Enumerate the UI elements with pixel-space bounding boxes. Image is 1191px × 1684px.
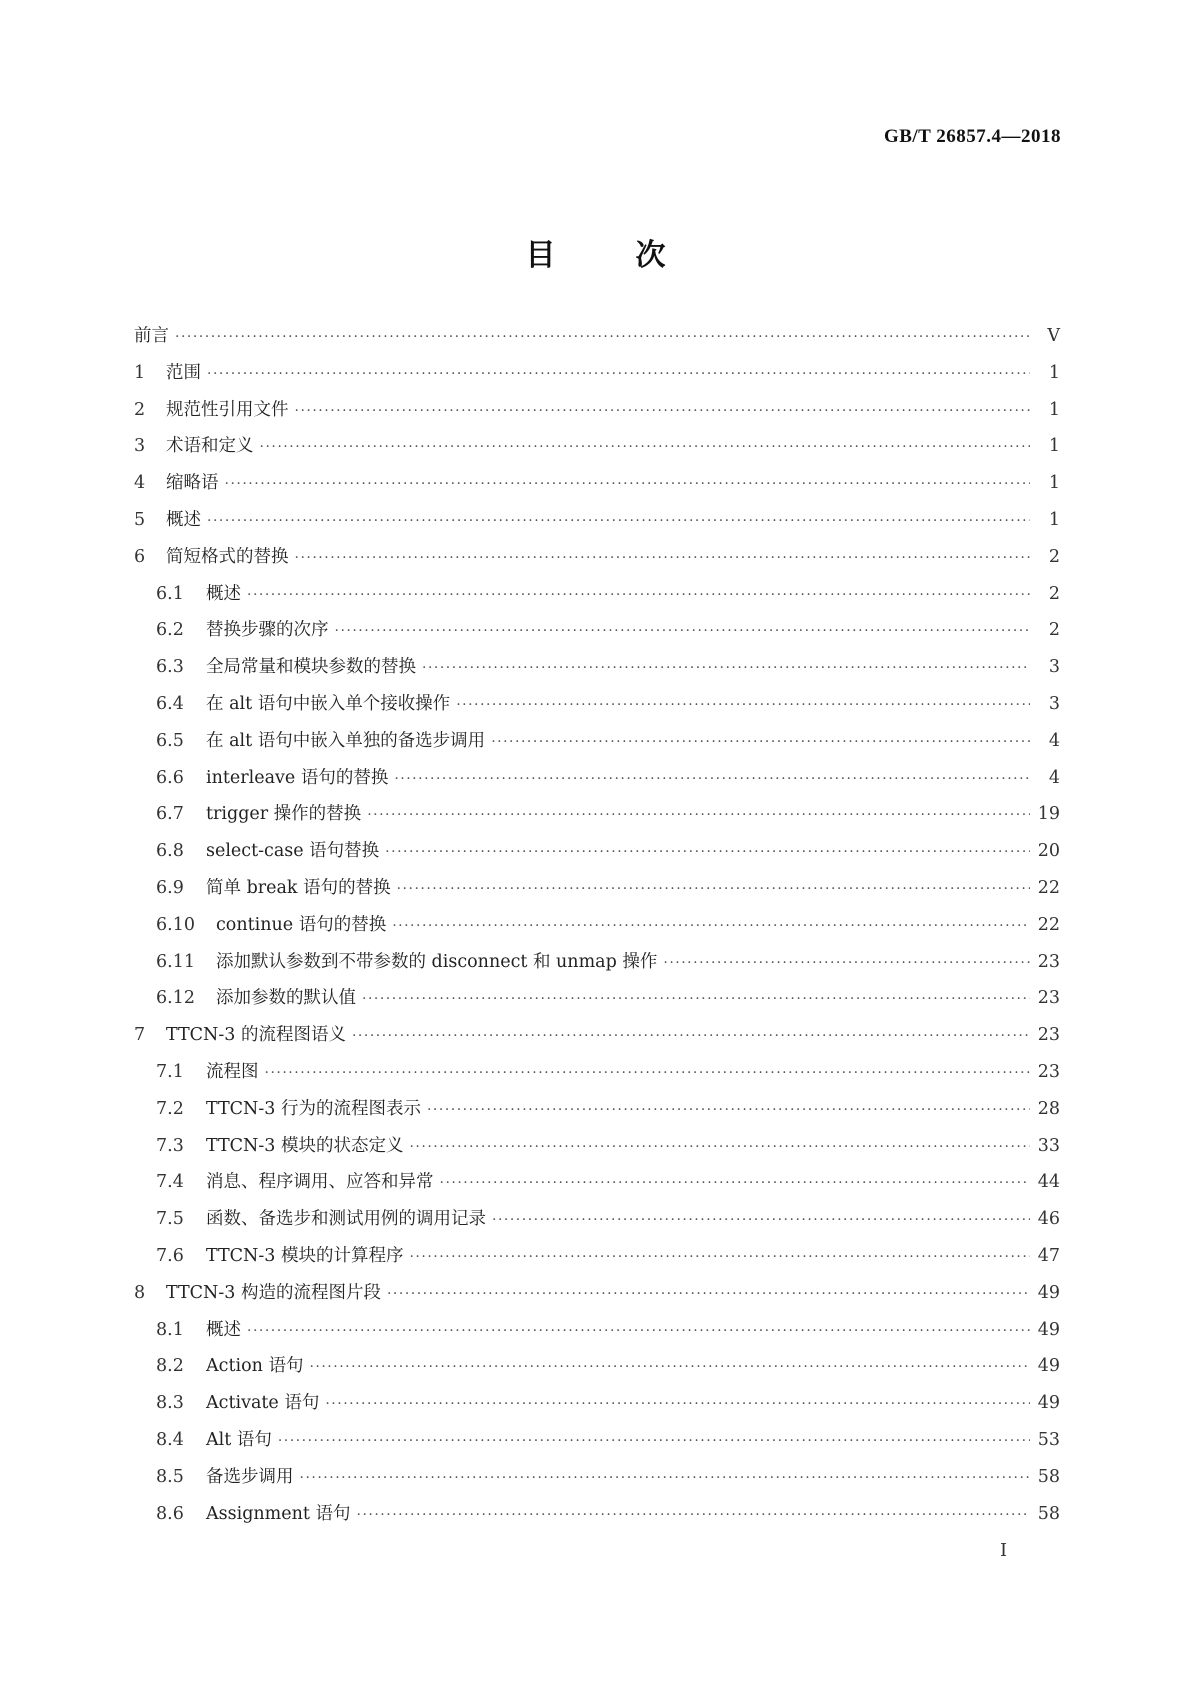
toc-entry[interactable] [134, 1316, 1060, 1353]
toc-leader-dots [207, 513, 1030, 529]
toc-entry[interactable] [134, 543, 1060, 580]
toc-entry[interactable] [134, 469, 1060, 506]
toc-entry-label: TTCN-3 模块的状态定义 [206, 1135, 404, 1156]
toc-entry[interactable] [134, 690, 1060, 727]
toc-leader-dots [409, 1249, 1030, 1265]
toc-leader-dots [392, 918, 1030, 934]
page-title [0, 230, 1191, 274]
toc-entry-label: 术语和定义 [166, 436, 254, 457]
toc-entry[interactable] [134, 1426, 1060, 1463]
toc-entry-label: 简短格式的替换 [166, 546, 289, 567]
toc-entry[interactable] [134, 1242, 1060, 1279]
standard-number: GB/T 26857.4—2018 [883, 126, 1061, 147]
toc-entry-label: 概述 [206, 583, 241, 604]
toc-entry-page: 22 [1037, 877, 1060, 898]
toc-entry-label: 缩略语 [166, 473, 219, 494]
toc-entry-page: 3 [1048, 657, 1060, 678]
toc-entry[interactable] [134, 1021, 1060, 1058]
toc-entry-number: 8.3 [156, 1393, 184, 1414]
toc-entry-label: 在 alt 语句中嵌入单个接收操作 [206, 693, 451, 714]
toc-entry[interactable] [134, 616, 1060, 653]
toc-leader-dots [300, 1470, 1031, 1486]
toc-entry-page: 49 [1037, 1282, 1060, 1303]
toc-entry-page: 1 [1048, 436, 1060, 457]
toc-entry[interactable] [134, 1389, 1060, 1426]
toc-entry[interactable] [134, 948, 1060, 985]
toc-entry-number: 8.4 [156, 1429, 184, 1450]
toc-entry-page: 2 [1048, 583, 1060, 604]
toc-entry-page: 49 [1037, 1319, 1060, 1340]
toc-entry-label: 流程图 [206, 1061, 259, 1082]
toc-entry-number: 8.1 [156, 1319, 184, 1340]
toc-entry-number: 7.4 [156, 1172, 184, 1193]
toc-entry[interactable] [134, 506, 1060, 543]
toc-entry-label: 规范性引用文件 [166, 399, 289, 420]
toc-entry-label: 备选步调用 [206, 1466, 294, 1487]
toc-entry[interactable] [134, 1132, 1060, 1169]
toc-entry-page: 49 [1037, 1393, 1060, 1414]
table-of-contents [134, 322, 1060, 1536]
toc-entry-label: 简单 break 语句的替换 [206, 877, 391, 898]
toc-leader-dots [492, 1212, 1030, 1228]
toc-entry[interactable] [134, 764, 1060, 801]
toc-entry[interactable] [134, 653, 1060, 690]
toc-entry-number: 1 [134, 362, 146, 383]
toc-entry-label: 消息、程序调用、应答和异常 [206, 1172, 434, 1193]
toc-entry-label: 在 alt 语句中嵌入单独的备选步调用 [206, 730, 486, 751]
toc-entry[interactable] [134, 1463, 1060, 1500]
toc-entry-page: 1 [1048, 399, 1060, 420]
toc-entry[interactable] [134, 580, 1060, 617]
toc-entry-page: 46 [1037, 1209, 1060, 1230]
toc-leader-dots [422, 660, 1030, 676]
toc-entry[interactable] [134, 1058, 1060, 1095]
toc-entry-number: 7.6 [156, 1245, 184, 1266]
toc-entry-number: 6.11 [156, 951, 195, 972]
toc-leader-dots [207, 366, 1030, 382]
toc-entry-number: 7.5 [156, 1209, 184, 1230]
toc-entry-page: Ⅴ [1047, 326, 1060, 346]
toc-entry-label: Assignment 语句 [206, 1503, 351, 1524]
toc-entry-page: 22 [1037, 914, 1060, 935]
toc-entry-page: 3 [1048, 693, 1060, 714]
toc-entry[interactable] [134, 1095, 1060, 1132]
toc-entry-number: 6.6 [156, 767, 184, 788]
page-number: I [1000, 1540, 1008, 1561]
toc-leader-dots [260, 439, 1031, 455]
toc-leader-dots [394, 771, 1030, 787]
toc-entry-number: 7.3 [156, 1135, 184, 1156]
page-title-char-2: 次 [635, 238, 666, 273]
toc-entry-number: 5 [134, 509, 146, 530]
toc-entry-number: 8.5 [156, 1466, 184, 1487]
toc-entry-label: interleave 语句的替换 [206, 767, 389, 788]
toc-leader-dots [247, 1323, 1030, 1339]
toc-entry[interactable] [134, 1205, 1060, 1242]
toc-entry-label: 范围 [166, 362, 201, 383]
toc-entry-number: 4 [134, 473, 146, 494]
toc-entry[interactable] [134, 911, 1060, 948]
toc-leader-dots [456, 697, 1030, 713]
toc-leader-dots [265, 1065, 1031, 1081]
toc-entry-label: 函数、备选步和测试用例的调用记录 [206, 1209, 486, 1230]
toc-entry-label: Action 语句 [206, 1356, 304, 1377]
toc-entry-page: 2 [1048, 546, 1060, 567]
toc-entry-page: 23 [1037, 1061, 1060, 1082]
toc-leader-dots [663, 955, 1030, 971]
toc-entry-label: continue 语句的替换 [216, 914, 387, 935]
toc-leader-dots [409, 1139, 1030, 1155]
toc-entry-number: 6.4 [156, 693, 184, 714]
toc-entry-label: TTCN-3 构造的流程图片段 [166, 1282, 381, 1303]
toc-entry-number: 6.3 [156, 657, 184, 678]
toc-entry-label: Activate 语句 [206, 1393, 320, 1414]
toc-entry-number: 6.12 [156, 988, 195, 1009]
toc-leader-dots [247, 587, 1030, 603]
toc-entry-label: TTCN-3 模块的计算程序 [206, 1245, 404, 1266]
toc-entry-number: 6.7 [156, 804, 184, 825]
toc-leader-dots [175, 329, 1030, 345]
toc-entry-label: TTCN-3 的流程图语义 [166, 1025, 346, 1046]
toc-entry-number: 8.6 [156, 1503, 184, 1524]
toc-leader-dots [225, 476, 1031, 492]
toc-entry[interactable] [134, 1500, 1060, 1537]
toc-leader-dots [357, 1507, 1031, 1523]
toc-entry[interactable] [134, 727, 1060, 764]
toc-leader-dots [352, 1028, 1030, 1044]
toc-entry-page: 2 [1048, 620, 1060, 641]
toc-entry-label: 概述 [166, 509, 201, 530]
toc-leader-dots [397, 881, 1030, 897]
toc-entry-page: 28 [1037, 1098, 1060, 1119]
toc-entry-page: 23 [1037, 951, 1060, 972]
toc-leader-dots [385, 844, 1030, 860]
toc-entry-page: 23 [1037, 1025, 1060, 1046]
toc-entry-number: 8.2 [156, 1356, 184, 1377]
toc-entry-number: 7.1 [156, 1061, 184, 1082]
toc-entry-label: 替换步骤的次序 [206, 620, 329, 641]
toc-entry-page: 53 [1037, 1429, 1060, 1450]
toc-leader-dots [387, 1286, 1030, 1302]
toc-leader-dots [491, 734, 1030, 750]
toc-entry-label: trigger 操作的替换 [206, 804, 362, 825]
toc-entry[interactable] [134, 837, 1060, 874]
toc-leader-dots [362, 991, 1030, 1007]
toc-entry-page: 1 [1048, 362, 1060, 383]
toc-entry[interactable] [134, 396, 1060, 433]
toc-entry-page: 33 [1037, 1135, 1060, 1156]
toc-entry-number: 7.2 [156, 1098, 184, 1119]
toc-entry-label: select-case 语句替换 [206, 841, 380, 862]
toc-leader-dots [295, 403, 1031, 419]
toc-entry-label: 全局常量和模块参数的替换 [206, 657, 416, 678]
toc-entry-number: 2 [134, 399, 146, 420]
toc-entry[interactable] [134, 432, 1060, 469]
toc-entry-number: 8 [134, 1282, 146, 1303]
toc-entry-page: 23 [1037, 988, 1060, 1009]
toc-entry[interactable] [134, 1168, 1060, 1205]
toc-leader-dots [335, 623, 1031, 639]
toc-entry-number: 3 [134, 436, 146, 457]
toc-entry-number: 6.8 [156, 841, 184, 862]
toc-entry-label: TTCN-3 行为的流程图表示 [206, 1098, 421, 1119]
toc-entry-number: 6.9 [156, 877, 184, 898]
toc-entry-number: 6 [134, 546, 146, 567]
toc-entry[interactable] [134, 874, 1060, 911]
toc-entry-page: 44 [1037, 1172, 1060, 1193]
toc-entry-label: 概述 [206, 1319, 241, 1340]
toc-entry-number: 6.1 [156, 583, 184, 604]
toc-entry-number: 6.2 [156, 620, 184, 641]
toc-entry-page: 19 [1037, 804, 1060, 825]
toc-entry-label: 添加默认参数到不带参数的 disconnect 和 unmap 操作 [216, 951, 658, 972]
toc-entry-page: 4 [1048, 730, 1060, 751]
toc-entry[interactable] [134, 359, 1060, 396]
toc-entry-number: 6.10 [156, 914, 195, 935]
toc-entry[interactable] [134, 1279, 1060, 1316]
toc-leader-dots [278, 1433, 1030, 1449]
toc-leader-dots [309, 1359, 1030, 1375]
toc-entry-page: 20 [1037, 841, 1060, 862]
toc-entry-page: 1 [1048, 509, 1060, 530]
toc-entry-page: 58 [1037, 1466, 1060, 1487]
toc-entry-page: 4 [1048, 767, 1060, 788]
toc-entry[interactable] [134, 1352, 1060, 1389]
toc-entry-page: 1 [1048, 473, 1060, 494]
toc-leader-dots [325, 1396, 1030, 1412]
toc-entry-page: 49 [1037, 1356, 1060, 1377]
toc-entry-number: 6.5 [156, 730, 184, 751]
toc-leader-dots [440, 1175, 1031, 1191]
toc-entry-label: Alt 语句 [206, 1429, 272, 1450]
toc-entry-label: 添加参数的默认值 [216, 988, 356, 1009]
toc-entry[interactable] [134, 800, 1060, 837]
toc-entry-page: 58 [1037, 1503, 1060, 1524]
toc-leader-dots [367, 807, 1030, 823]
toc-leader-dots [295, 550, 1031, 566]
toc-entry-label: 前言 [134, 326, 169, 346]
page-title-char-1: 目 [525, 238, 556, 273]
toc-leader-dots [427, 1102, 1030, 1118]
toc-entry-page: 47 [1037, 1245, 1060, 1266]
toc-entry[interactable] [134, 984, 1060, 1021]
toc-entry-number: 7 [134, 1025, 146, 1046]
toc-entry[interactable] [134, 322, 1060, 359]
